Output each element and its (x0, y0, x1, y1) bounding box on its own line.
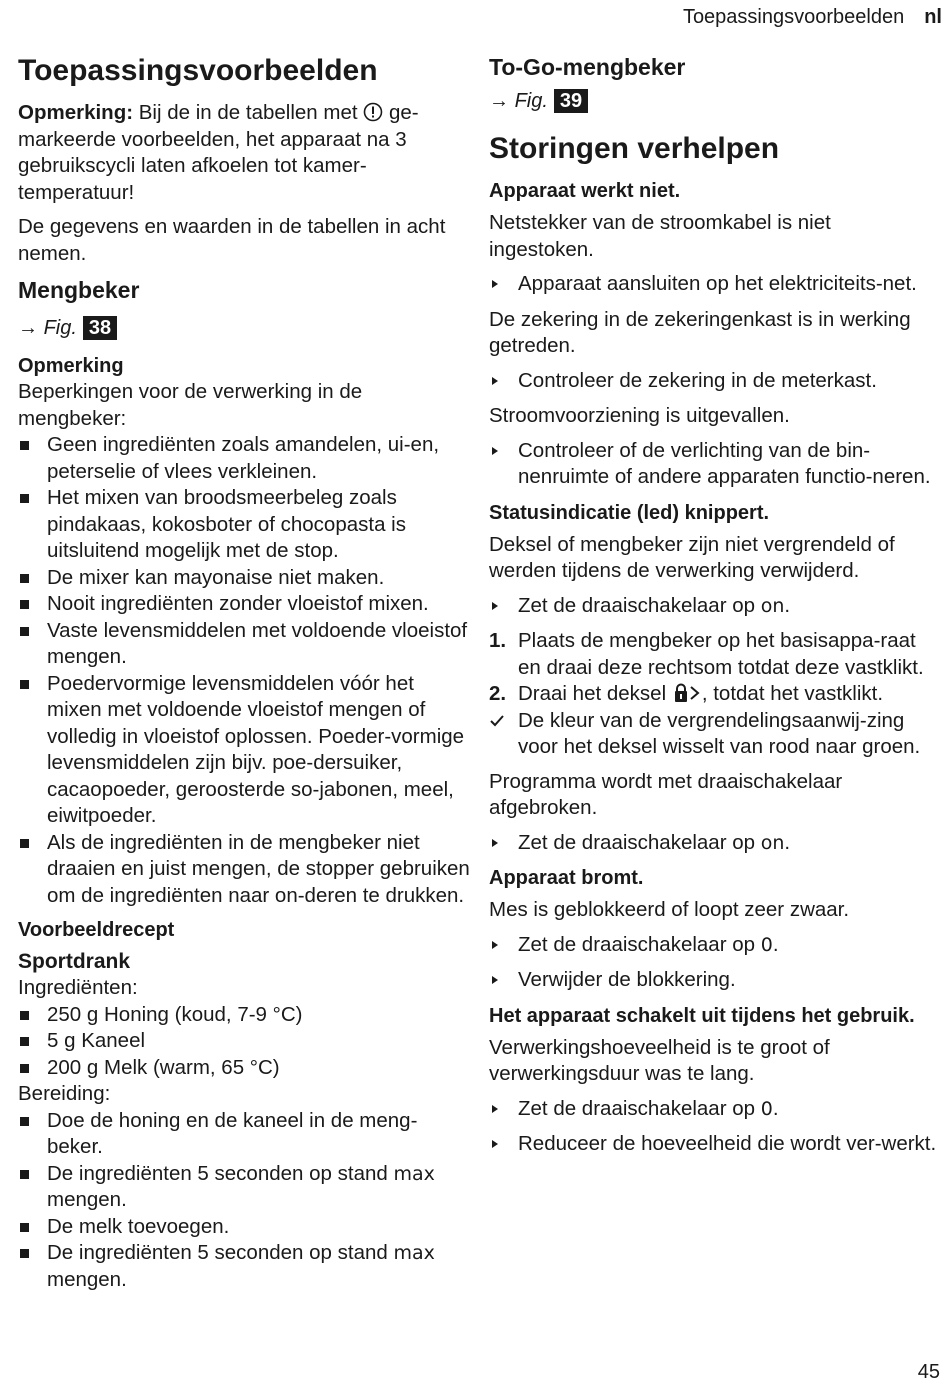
fix-item: Zet de draaischakelaar op 0. (489, 1096, 937, 1123)
steps-list (489, 628, 937, 761)
fix-item: Controleer of de verlichting van de bin-nenruimte of andere apparaten functio-neren. (489, 438, 937, 491)
recipe-heading: Voorbeeldrecept (18, 919, 175, 941)
list-item: De melk toevoegen. (18, 1214, 470, 1241)
step-text: De ingrediënten 5 seconden op stand (47, 1161, 388, 1185)
cause-text: Mes is geblokkeerd of loopt zeer zwaar. (489, 898, 850, 921)
figure-reference-38 (18, 313, 470, 343)
arrow-right-icon: → (489, 90, 509, 112)
setting-on: on (760, 594, 785, 617)
togo-heading: To-Go-mengbeker (489, 54, 686, 80)
preparation-list (18, 1108, 470, 1294)
step-text: mengen. (47, 1267, 127, 1291)
recipe-name: Sportdrank (18, 950, 131, 973)
list-item: 250 g Honing (koud, 7-9 °C) (18, 1002, 470, 1029)
list-item: De mixer kan mayonaise niet maken. (18, 565, 470, 592)
fix-list (489, 593, 937, 620)
step-item (489, 681, 937, 708)
step-item (489, 628, 937, 681)
page-header (683, 6, 942, 29)
left-column (18, 52, 470, 1301)
restrictions-intro: Beperkingen voor de verwerking in de mengbeker: (18, 380, 363, 430)
cause-text: De zekering in de zekeringenkast is in werking getreden. (489, 307, 911, 357)
fix-item: Reduceer de hoeveelheid die wordt ver-werkt. (489, 1131, 937, 1158)
header-language: nl (924, 6, 942, 28)
fix-list (489, 368, 937, 395)
fig-number-badge: 38 (83, 316, 117, 340)
problem-heading: Het apparaat schakelt uit tijdens het gebruik. (489, 1004, 915, 1027)
figure-reference-39 (489, 86, 937, 116)
note-label: Opmerking: (18, 101, 134, 124)
result-item (489, 708, 937, 761)
fig-number-badge: 39 (554, 89, 588, 113)
list-item: 5 g Kaneel (18, 1028, 470, 1055)
lock-icon (673, 683, 701, 703)
cause-text: Programma wordt met draaischakelaar afgebroken. (489, 769, 843, 819)
step-text: De ingrediënten 5 seconden op stand (47, 1241, 388, 1264)
problem-heading: Apparaat bromt. (489, 867, 644, 889)
fix-item: Zet de draaischakelaar op on. (489, 830, 937, 857)
fix-list (489, 830, 937, 857)
data-note: De gegevens en waarden in de tabellen in acht nemen. (18, 215, 446, 265)
cause-text: Stroomvoorziening is uitgevallen. (489, 404, 790, 427)
preparation-label: Bereiding: (18, 1082, 111, 1105)
fig-label: Fig. (43, 317, 77, 339)
cooling-note (18, 100, 470, 206)
list-item: Als de ingrediënten in de mengbeker niet draaien en juist mengen, de stopper gebruiken om de ingrediënten naar on-deren te drukken. (18, 830, 470, 910)
restrictions-list (18, 432, 470, 909)
step-number: 1. (489, 629, 507, 652)
list-item: Vaste levensmiddelen met voldoende vloeistof mengen. (18, 618, 470, 671)
setting-zero: 0 (760, 933, 773, 956)
fix-item: Zet de draaischakelaar op on. (489, 593, 937, 620)
fix-item: Apparaat aansluiten op het elektriciteits-net. (489, 271, 937, 298)
note-text-1: Bij de in de tabellen met (138, 101, 358, 124)
list-item: 200 g Melk (warm, 65 °C) (18, 1055, 470, 1082)
note-text-2: ge-markeerde voorbeelden, het apparaat na 3 gebruikscycli laten afkoelen tot kamer-temperatuur! (18, 101, 419, 204)
list-item: Het mixen van broodsmeerbeleg zoals pindakaas, kokosboter of chocopasta is uitsluitend mogelijk met de stop. (18, 485, 470, 565)
fix-item: Verwijder de blokkering. (489, 967, 937, 994)
fix-list (489, 271, 937, 298)
fix-text: Zet de draaischakelaar op (518, 1096, 756, 1120)
list-item: Doe de honing en de kaneel in de meng-beker. (18, 1108, 470, 1161)
list-item: Nooit ingrediënten zonder vloeistof mixen. (18, 591, 470, 618)
cause-text: Verwerkingshoeveelheid is te groot of verwerkingsduur was te lang. (489, 1035, 830, 1085)
warning-icon (363, 102, 383, 122)
fix-list (489, 438, 937, 491)
note-heading: Opmerking (18, 355, 124, 377)
step-text: mengen. (47, 1188, 127, 1211)
list-item (18, 1240, 470, 1293)
step-text: Draai het deksel (518, 682, 667, 705)
fix-item: Controleer de zekering in de meterkast. (489, 368, 937, 395)
arrow-right-icon: → (18, 317, 38, 339)
fix-item: Zet de draaischakelaar op 0. (489, 932, 937, 959)
list-item: Poedervormige levensmiddelen vóór het mixen met voldoende vloeistof mengen of volledig in vloeistof oplossen. Poeder-vormige levensmiddelen zijn bijv. poe-dersuiker, cacaopoeder, geroosterde so-jabonen, meel, eiwitpoeder. (18, 671, 470, 830)
problem-heading: Statusindicatie (led) knippert. (489, 501, 770, 524)
fig-label: Fig. (514, 90, 548, 112)
fix-list (489, 932, 937, 994)
cause-text: Netstekker van de stroomkabel is niet ingestoken. (489, 211, 831, 261)
mixer-heading: Mengbeker (18, 277, 140, 303)
cause-text: Deksel of mengbeker zijn niet vergrendeld of werden tijdens de verwerking verwijderd. (489, 532, 895, 582)
checkmark-icon (489, 708, 505, 732)
header-section-title: Toepassingsvoorbeelden (682, 6, 905, 28)
setting-max: max (393, 1162, 435, 1185)
page-title: Toepassingsvoorbeelden (18, 54, 378, 87)
fix-text: Zet de draaischakelaar op (518, 593, 756, 617)
troubleshooting-title: Storingen verhelpen (489, 132, 780, 165)
ingredients-list (18, 1002, 470, 1082)
ingredients-label: Ingrediënten: (18, 976, 138, 999)
setting-on: on (760, 831, 785, 854)
problem-heading: Apparaat werkt niet. (489, 180, 681, 202)
list-item (18, 1161, 470, 1214)
fix-list (489, 1096, 937, 1158)
step-text: , totdat het vastklikt. (701, 682, 884, 705)
setting-max: max (393, 1242, 435, 1264)
right-column (489, 52, 937, 1167)
result-text: De kleur van de vergrendelingsaanwij-zing voor het deksel wisselt van rood naar groen. (518, 708, 921, 758)
fix-text: Zet de draaischakelaar op (518, 932, 756, 956)
setting-zero: 0 (760, 1097, 773, 1120)
list-item: Geen ingrediënten zoals amandelen, ui-en, peterselie of vlees verkleinen. (18, 432, 470, 485)
page-number: 45 (917, 1361, 940, 1383)
fix-text: Zet de draaischakelaar op (518, 830, 756, 854)
step-number: 2. (489, 682, 507, 705)
step-text: Plaats de mengbeker op het basisappa-raat en draai deze rechtsom totdat deze vastklikt. (518, 629, 924, 679)
